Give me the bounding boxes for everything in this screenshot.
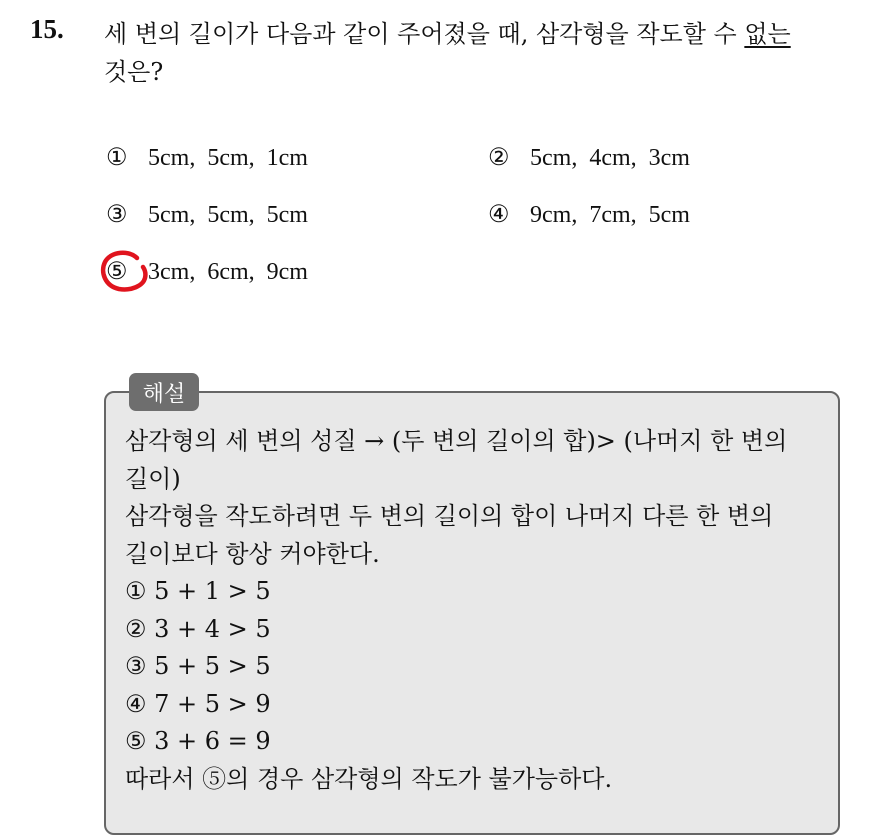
choice-text: 5cm, 4cm, 3cm [530,145,690,171]
choice-text: 9cm, 7cm, 5cm [530,202,690,228]
solution-line: ② 3 + 4 > 5 [125,614,271,643]
choice-number: ⑤ [106,259,128,285]
solution-line: ① 5 + 1 > 5 [125,577,271,605]
question-number: 15. [30,14,64,44]
choice-number: ② [488,145,510,171]
solution-line: 길이) [125,464,181,493]
choice-number: ④ [488,202,510,228]
solution-line: ⑤ 3 + 6 = 9 [125,727,271,755]
question-text [104,15,874,91]
solution-line: 길이보다 항상 커야한다. [125,539,380,568]
solution-line: 따라서 ⑤의 경우 삼각형의 작도가 불가능하다. [125,764,613,793]
answer-circle-mark [99,248,151,294]
choice-number: ③ [106,202,128,228]
solution-label: 해설 [129,373,199,411]
question-emphasis: 없는 [744,20,791,48]
solution-line: 삼각형을 작도하려면 두 변의 길이의 합이 나머지 다른 한 변의 [125,502,774,530]
solution-content [125,423,835,798]
question-text-part: 세 변의 길이가 다음과 같이 주어졌을 때, 삼각형을 작도할 수 [104,20,745,48]
choice-number: ① [106,145,128,171]
choice-text: 5cm, 5cm, 1cm [148,145,308,171]
solution-line: 삼각형의 세 변의 성질 → (두 변의 길이의 합)> (나머지 한 변의 [125,427,788,455]
question-text-part: 것은? [104,58,164,86]
choice-2[interactable] [488,143,690,172]
choice-text: 5cm, 5cm, 5cm [148,202,308,228]
solution-line: ④ 7 + 5 > 9 [125,689,271,718]
choice-1[interactable] [106,143,308,172]
choice-4[interactable] [488,200,690,229]
choice-3[interactable] [106,200,308,229]
solution-line: ③ 5 + 5 > 5 [125,652,271,680]
choice-text: 3cm, 6cm, 9cm [148,259,308,285]
